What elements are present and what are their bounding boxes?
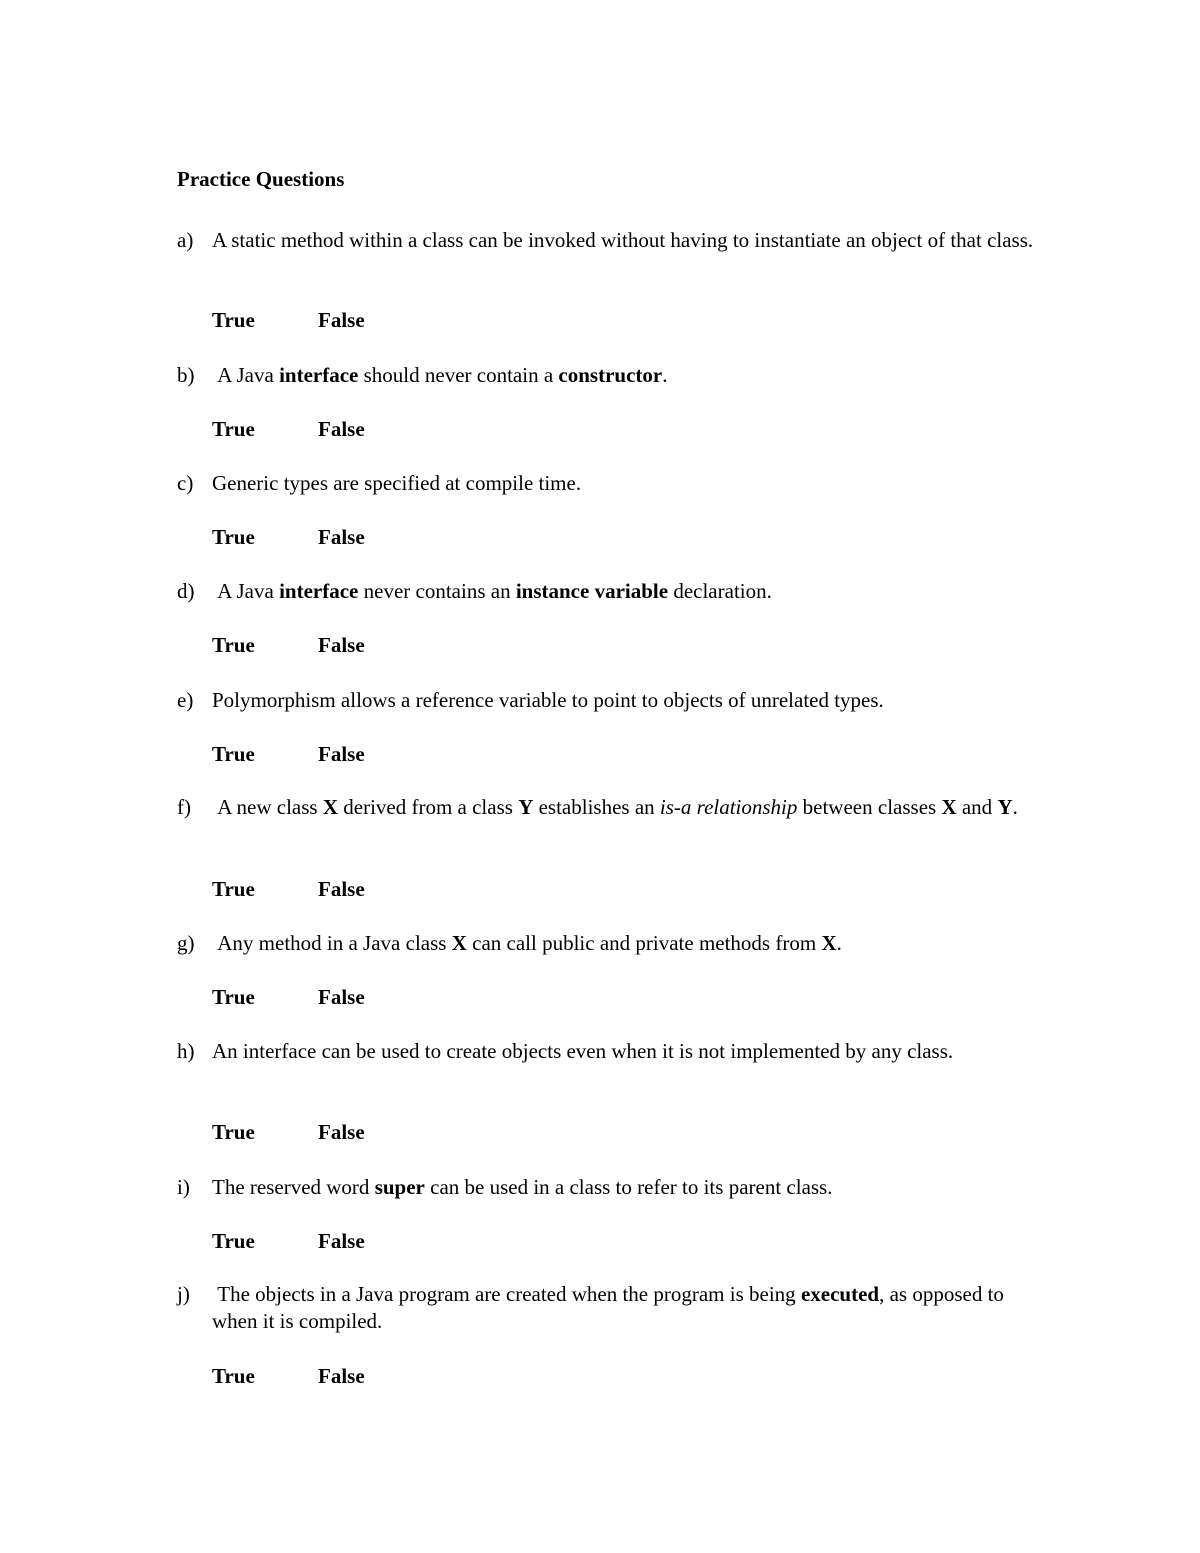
question-text xyxy=(212,470,1037,497)
question-text xyxy=(212,930,1037,957)
question-text-segment: can be used in a class to refer to its parent class. xyxy=(424,1175,833,1199)
question-text-segment: establishes an xyxy=(533,795,660,819)
true-option: True xyxy=(212,417,255,441)
false-option: False xyxy=(318,877,365,901)
question-text-segment: The reserved word xyxy=(212,1175,375,1199)
question-text xyxy=(212,1174,1037,1201)
question-text-segment: A new class xyxy=(212,795,323,819)
true-option: True xyxy=(212,985,255,1009)
question-text-segment: instance variable xyxy=(515,579,669,603)
question-text-segment: The objects in a Java program are created when the program is being xyxy=(212,1282,801,1306)
question-text-segment: X xyxy=(941,795,957,819)
false-option: False xyxy=(318,1229,365,1253)
question-item xyxy=(177,794,1037,901)
question-text-segment: X xyxy=(821,931,837,955)
question-text-segment: derived from a class xyxy=(338,795,519,819)
question-item xyxy=(177,470,1037,549)
false-option: False xyxy=(318,1120,365,1144)
question-text-segment: interface xyxy=(279,363,359,387)
question-letter: j) xyxy=(177,1282,190,1306)
question-letter: g) xyxy=(177,931,195,955)
question-item xyxy=(177,930,1037,1009)
question-item xyxy=(177,1281,1037,1388)
question-text-segment: between classes xyxy=(797,795,942,819)
question-text-segment: constructor xyxy=(558,363,663,387)
true-option: True xyxy=(212,877,255,901)
false-option: False xyxy=(318,1364,365,1388)
question-text-segment: X xyxy=(451,931,467,955)
false-option: False xyxy=(318,633,365,657)
false-option: False xyxy=(318,417,365,441)
question-text xyxy=(212,794,1037,821)
question-text-segment: . xyxy=(662,363,668,387)
question-text xyxy=(212,578,1037,605)
question-text-segment: A Java xyxy=(212,579,280,603)
question-text xyxy=(212,362,1037,389)
question-text xyxy=(212,227,1037,254)
true-option: True xyxy=(212,1364,255,1388)
true-option: True xyxy=(212,1229,255,1253)
true-option: True xyxy=(212,525,255,549)
question-letter: e) xyxy=(177,688,194,712)
question-text-segment: Y xyxy=(997,795,1013,819)
false-option: False xyxy=(318,985,365,1009)
question-letter: b) xyxy=(177,363,195,387)
true-option: True xyxy=(212,308,255,332)
question-text-segment: Generic types are specified at compile time. xyxy=(212,471,582,495)
question-text xyxy=(212,1281,1037,1335)
question-text-segment: . xyxy=(836,931,842,955)
question-text-segment: executed xyxy=(800,1282,880,1306)
question-item xyxy=(177,362,1037,441)
false-option: False xyxy=(318,308,365,332)
question-text-segment: interface xyxy=(279,579,359,603)
false-option: False xyxy=(318,525,365,549)
question-letter: a) xyxy=(177,228,194,252)
question-text-segment: and xyxy=(956,795,998,819)
question-text-segment: , as opposed to when it is compiled. xyxy=(212,1282,1010,1333)
question-text-segment: should never contain a xyxy=(358,363,559,387)
question-item xyxy=(177,1038,1037,1144)
question-item xyxy=(177,1174,1037,1253)
question-text-segment: Y xyxy=(518,795,534,819)
question-text xyxy=(212,687,1037,714)
question-letter: h) xyxy=(177,1039,195,1063)
question-text-segment: is-a relationship xyxy=(659,795,798,819)
question-text-segment: can call public and private methods from xyxy=(466,931,822,955)
question-text-segment: never contains an xyxy=(358,579,516,603)
question-text-segment: X xyxy=(322,795,338,819)
page-title: Practice Questions xyxy=(177,167,345,191)
question-text-segment: super xyxy=(374,1175,425,1199)
question-text-segment: A static method within a class can be invoked without having to instantiate an object of that class. xyxy=(212,228,1034,252)
question-item xyxy=(177,578,1037,657)
question-text-segment: An interface can be used to create objects even when it is not implemented by any class. xyxy=(212,1039,954,1063)
question-text-segment: A Java xyxy=(212,363,280,387)
question-letter: c) xyxy=(177,471,194,495)
question-letter: f) xyxy=(177,795,191,819)
question-letter: d) xyxy=(177,579,195,603)
question-text-segment: Any method in a Java class xyxy=(212,931,452,955)
question-text-segment: Polymorphism allows a reference variable to point to objects of unrelated types. xyxy=(212,688,884,712)
question-text xyxy=(212,1038,1037,1065)
true-option: True xyxy=(212,633,255,657)
true-option: True xyxy=(212,1120,255,1144)
question-item xyxy=(177,687,1037,766)
question-text-segment: declaration. xyxy=(668,579,772,603)
question-letter: i) xyxy=(177,1175,190,1199)
question-text-segment: . xyxy=(1012,795,1018,819)
question-item xyxy=(177,227,1037,332)
false-option: False xyxy=(318,742,365,766)
true-option: True xyxy=(212,742,255,766)
